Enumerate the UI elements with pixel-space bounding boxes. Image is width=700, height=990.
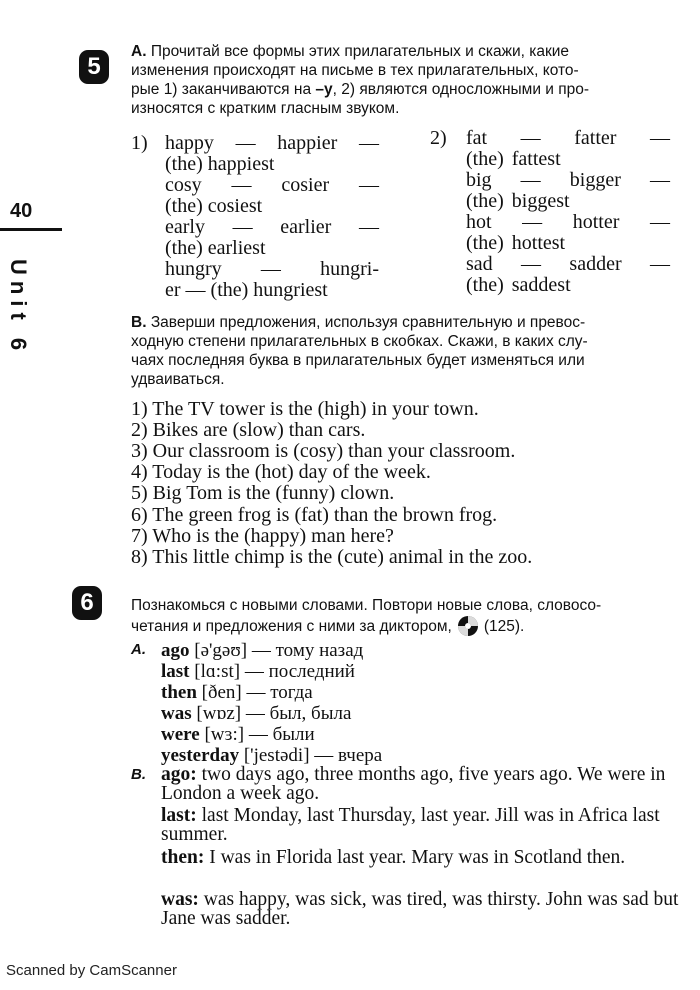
list-item: er — (the) hungriest (165, 279, 328, 301)
exercise-6-instructions (131, 596, 691, 637)
instr-line: рые 1) заканчиваются на (131, 81, 316, 98)
sentence-item: 1) The TV tower is the (high) in your town. (131, 398, 479, 420)
instr-line: удваиваться. (131, 371, 225, 388)
list-item: happy — happier — (165, 132, 379, 154)
list-item: (the) fattest (466, 148, 561, 170)
exercise-6-badge: 6 (72, 586, 102, 620)
list-item: (the) happiest (165, 153, 275, 175)
vocab-item: yesterday ['jestədi] — вчера (161, 745, 383, 766)
sentence-item: 7) Who is the (happy) man here? (131, 525, 394, 547)
list-item: sad — sadder — (466, 253, 670, 275)
sentence-item: 6) The green frog is (fat) than the brown frog. (131, 504, 498, 526)
col2-number: 2) (430, 127, 447, 149)
vocab-item: were [wɜ:] — были (161, 724, 315, 745)
exercise-5b-instructions (131, 313, 686, 389)
instr-line: Прочитай все формы этих прилагательных и скажи, какие (150, 43, 570, 60)
instr-line: износятся с кратким гласным звуком. (131, 100, 400, 117)
exercise-6a-label: A. (131, 641, 146, 658)
vocab-item: then [ðen] — тогда (161, 682, 313, 703)
exercise-5a-instructions (131, 42, 686, 118)
sentence-item: 2) Bikes are (slow) than cars. (131, 419, 366, 441)
instr-line: Заверши предложения, используя сравнительную и превос- (150, 314, 586, 331)
instr-line: Познакомься с новыми словами. Повтори новые слова, словосо- (131, 597, 602, 614)
list-item: (the) saddest (466, 274, 571, 296)
exercise-5a-label: A. (131, 43, 147, 60)
adjective-column-2 (466, 128, 670, 296)
vocab-item: ago [ə'gəʊ] — тому назад (161, 640, 364, 661)
col1-number: 1) (131, 132, 148, 154)
exercise-5-badge: 5 (79, 50, 109, 84)
list-item: (the) hottest (466, 232, 566, 254)
list-item: hot — hotter — (466, 211, 670, 233)
audio-track-number: (125). (483, 617, 525, 635)
sentence-item: 3) Our classroom is (cosy) than your classroom. (131, 440, 516, 462)
instr-line: изменения происходят на письме в тех прилагательных, кото- (131, 62, 579, 79)
adjective-column-1 (165, 133, 379, 301)
list-item: big — bigger — (466, 169, 670, 191)
example-item: was: was happy, was sick, was tired, was thirsty. John was sad but Jane was sadder. (161, 889, 679, 929)
exercise-5b-label: B. (131, 314, 147, 331)
list-item: fat — fatter — (466, 127, 670, 149)
list-item: cosy — cosier — (165, 174, 379, 196)
exercise-6b-label: B. (131, 766, 146, 783)
list-item: (the) cosiest (165, 195, 263, 217)
instr-line: четания и предложения с ними за диктором, (131, 617, 452, 635)
sentence-item: 8) This little chimp is the (cute) animal in the zoo. (131, 546, 533, 568)
ending-y: –y (315, 81, 333, 98)
list-item: hungry — hungri- (165, 258, 379, 280)
page-number-divider (0, 228, 62, 231)
sentence-item: 5) Big Tom is the (funny) clown. (131, 482, 395, 504)
example-item: last: last Monday, last Thursday, last year. Jill was in Africa last summer. (161, 805, 660, 845)
instr-line: ходную степени прилагательных в скобках. Скажи, в каких слу- (131, 333, 588, 350)
page-number: 40 (10, 200, 33, 222)
audio-disc-icon[interactable] (457, 615, 479, 637)
vocab-item: last [lɑ:st] — последний (161, 661, 355, 682)
sentence-item: 4) Today is the (hot) day of the week. (131, 461, 431, 483)
example-item: then: I was in Florida last year. Mary was in Scotland then. (161, 847, 626, 868)
list-item: early — earlier — (165, 216, 379, 238)
unit-label: Unit 6 (6, 259, 31, 357)
instr-line: , 2) являются односложными и про- (332, 81, 590, 98)
example-item: ago: two days ago, three months ago, five years ago. We were in London a week ago. (161, 764, 666, 804)
list-item: (the) earliest (165, 237, 266, 259)
list-item: (the) biggest (466, 190, 570, 212)
scanner-watermark: Scanned by CamScanner (6, 962, 177, 979)
instr-line: чаях последняя буква в прилагательных будет изменяться или (131, 352, 585, 369)
vocab-item: was [wɒz] — был, была (161, 703, 352, 724)
